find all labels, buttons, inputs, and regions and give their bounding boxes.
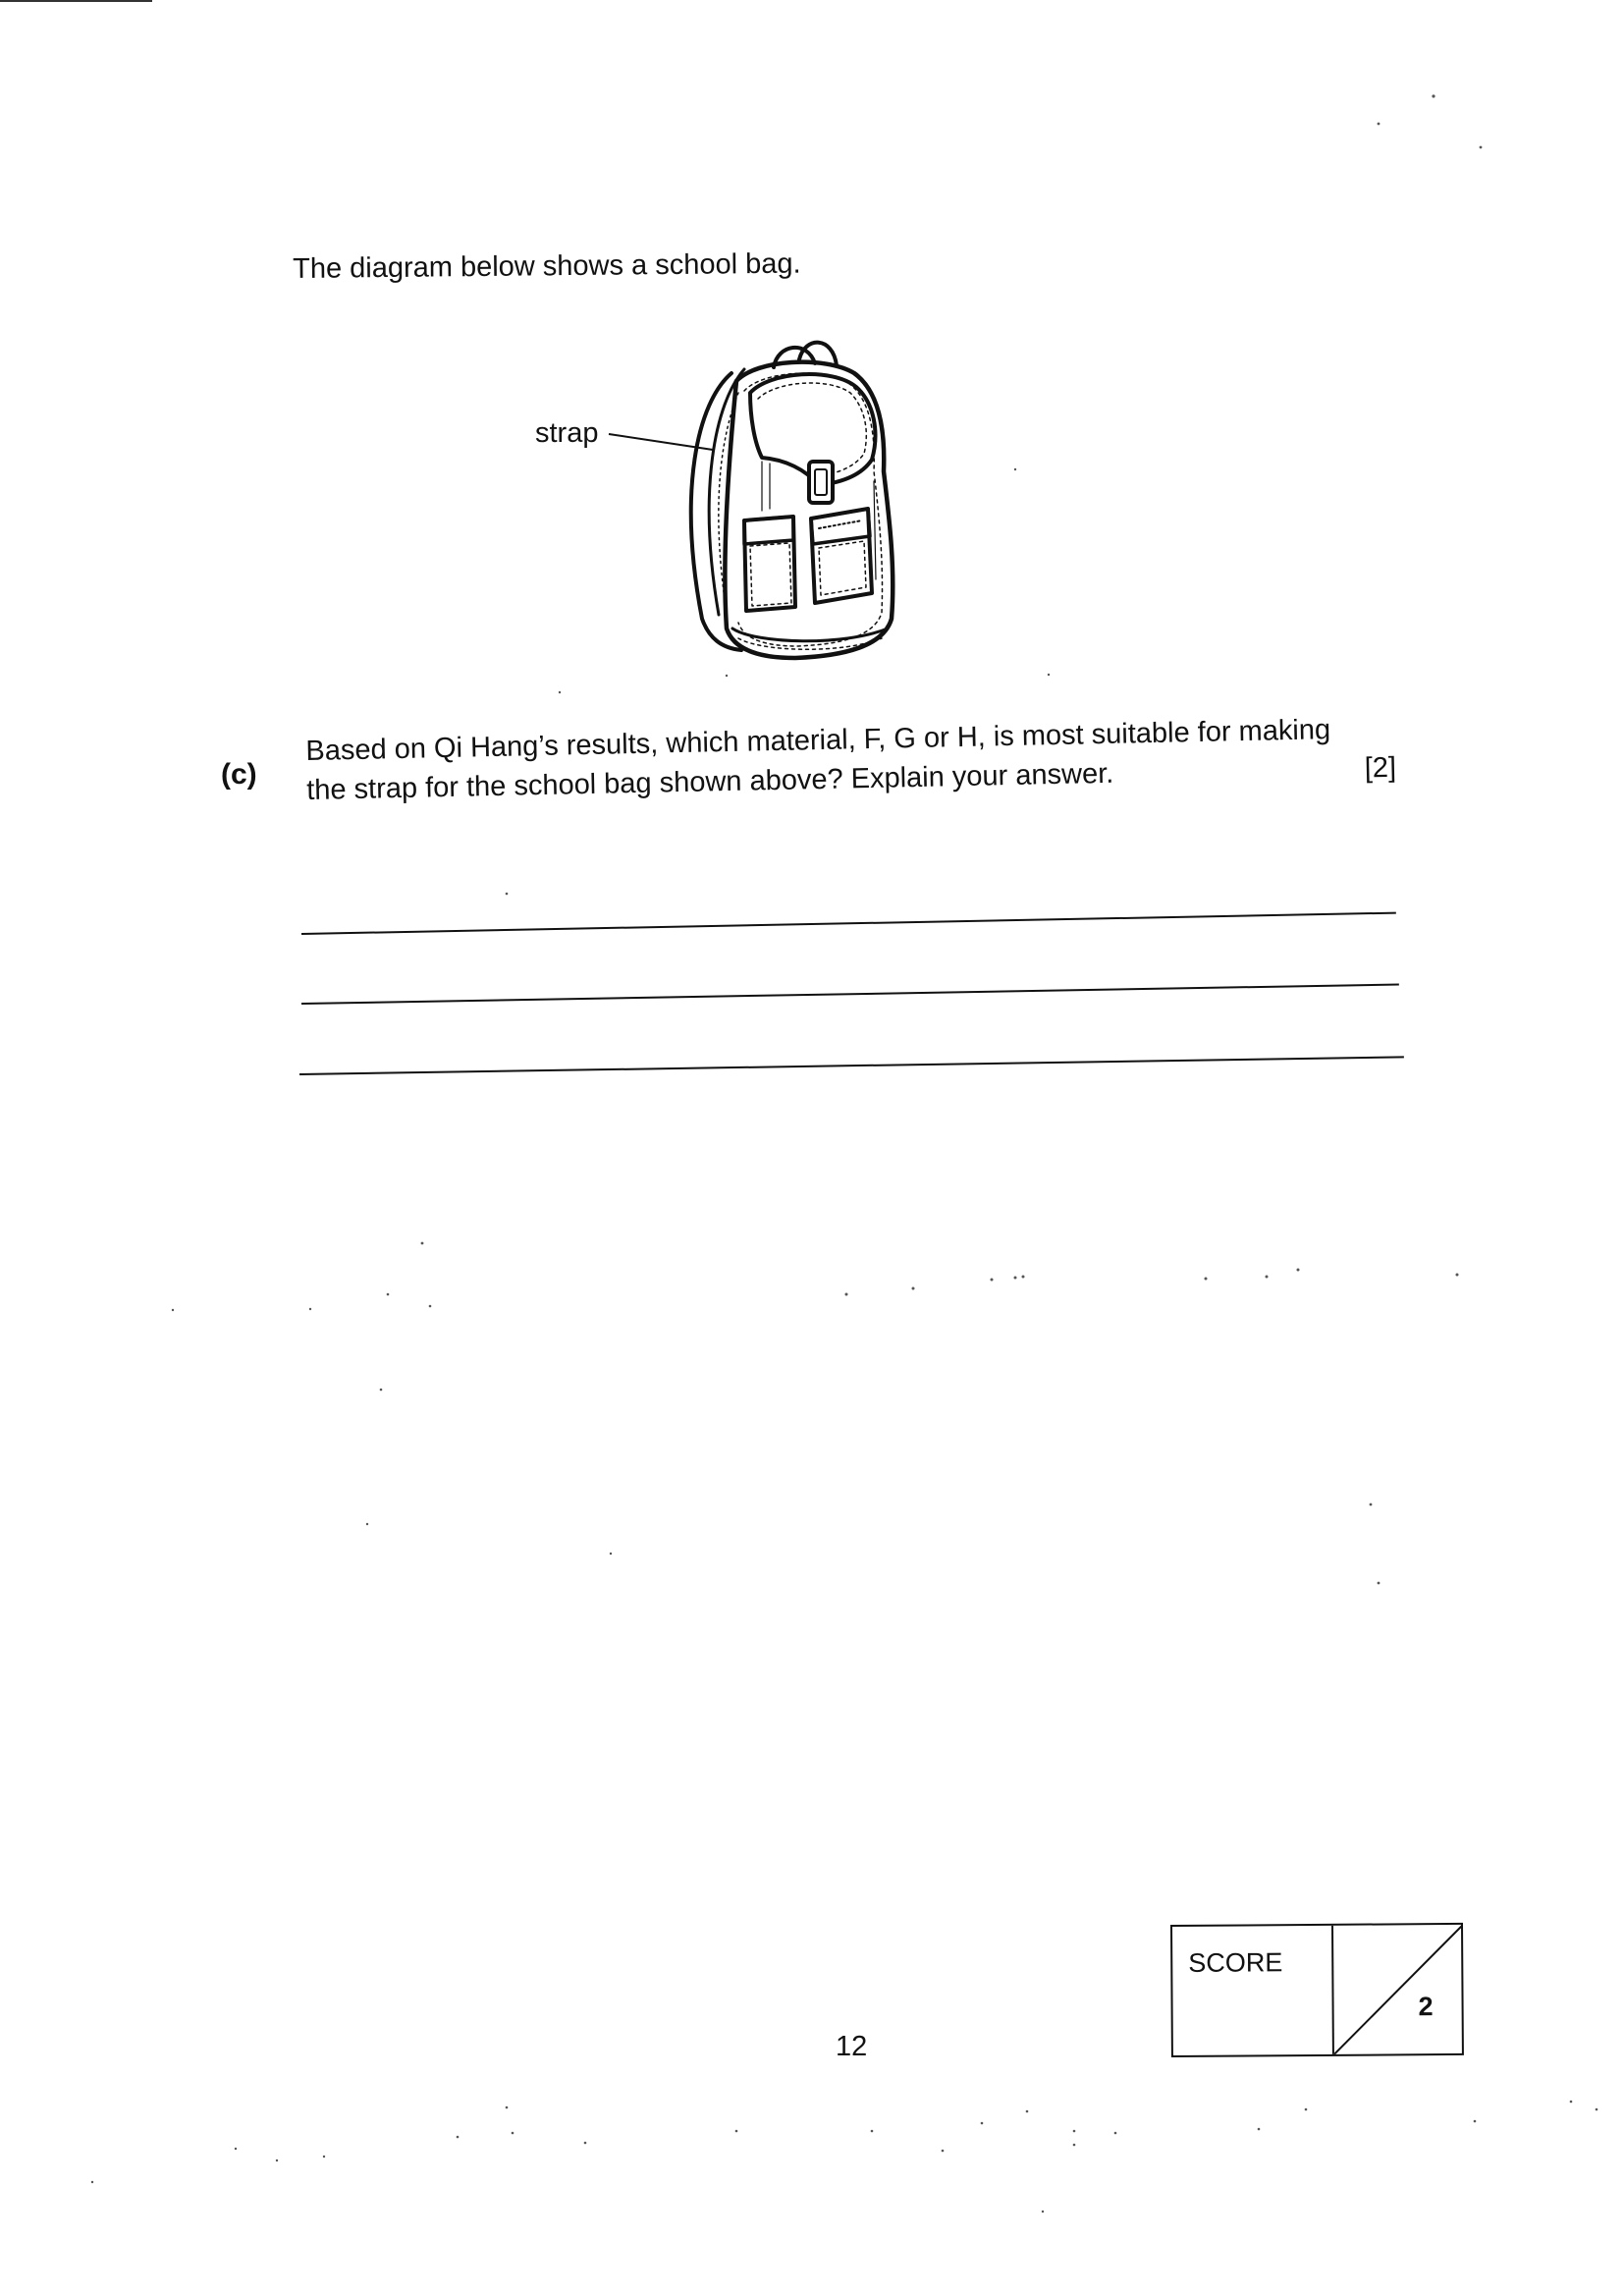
top-edge-mark (0, 0, 152, 2)
question-text (305, 709, 1396, 810)
question-line-1: Based on Qi Hang’s results, which material, F, G or H, is most suitable for making (305, 714, 1331, 767)
answer-line-1[interactable] (301, 912, 1396, 935)
page-number: 12 (836, 2031, 868, 2062)
strap-label: strap (535, 417, 599, 449)
answer-line-2[interactable] (301, 983, 1399, 1005)
score-box (1170, 1923, 1464, 2057)
school-bag-figure (530, 334, 962, 668)
question-line-2-text: the strap for the school bag shown above? Explain your answer. (305, 757, 1114, 806)
intro-text: The diagram below shows a school bag. (293, 247, 801, 285)
answer-line-3[interactable] (299, 1056, 1404, 1075)
score-max: 2 (1418, 1992, 1434, 2022)
score-slash (1333, 1925, 1464, 2054)
question-label: (c) (221, 758, 257, 791)
question-marks: [2] (1364, 751, 1397, 785)
score-label: SCORE (1188, 1947, 1283, 1978)
